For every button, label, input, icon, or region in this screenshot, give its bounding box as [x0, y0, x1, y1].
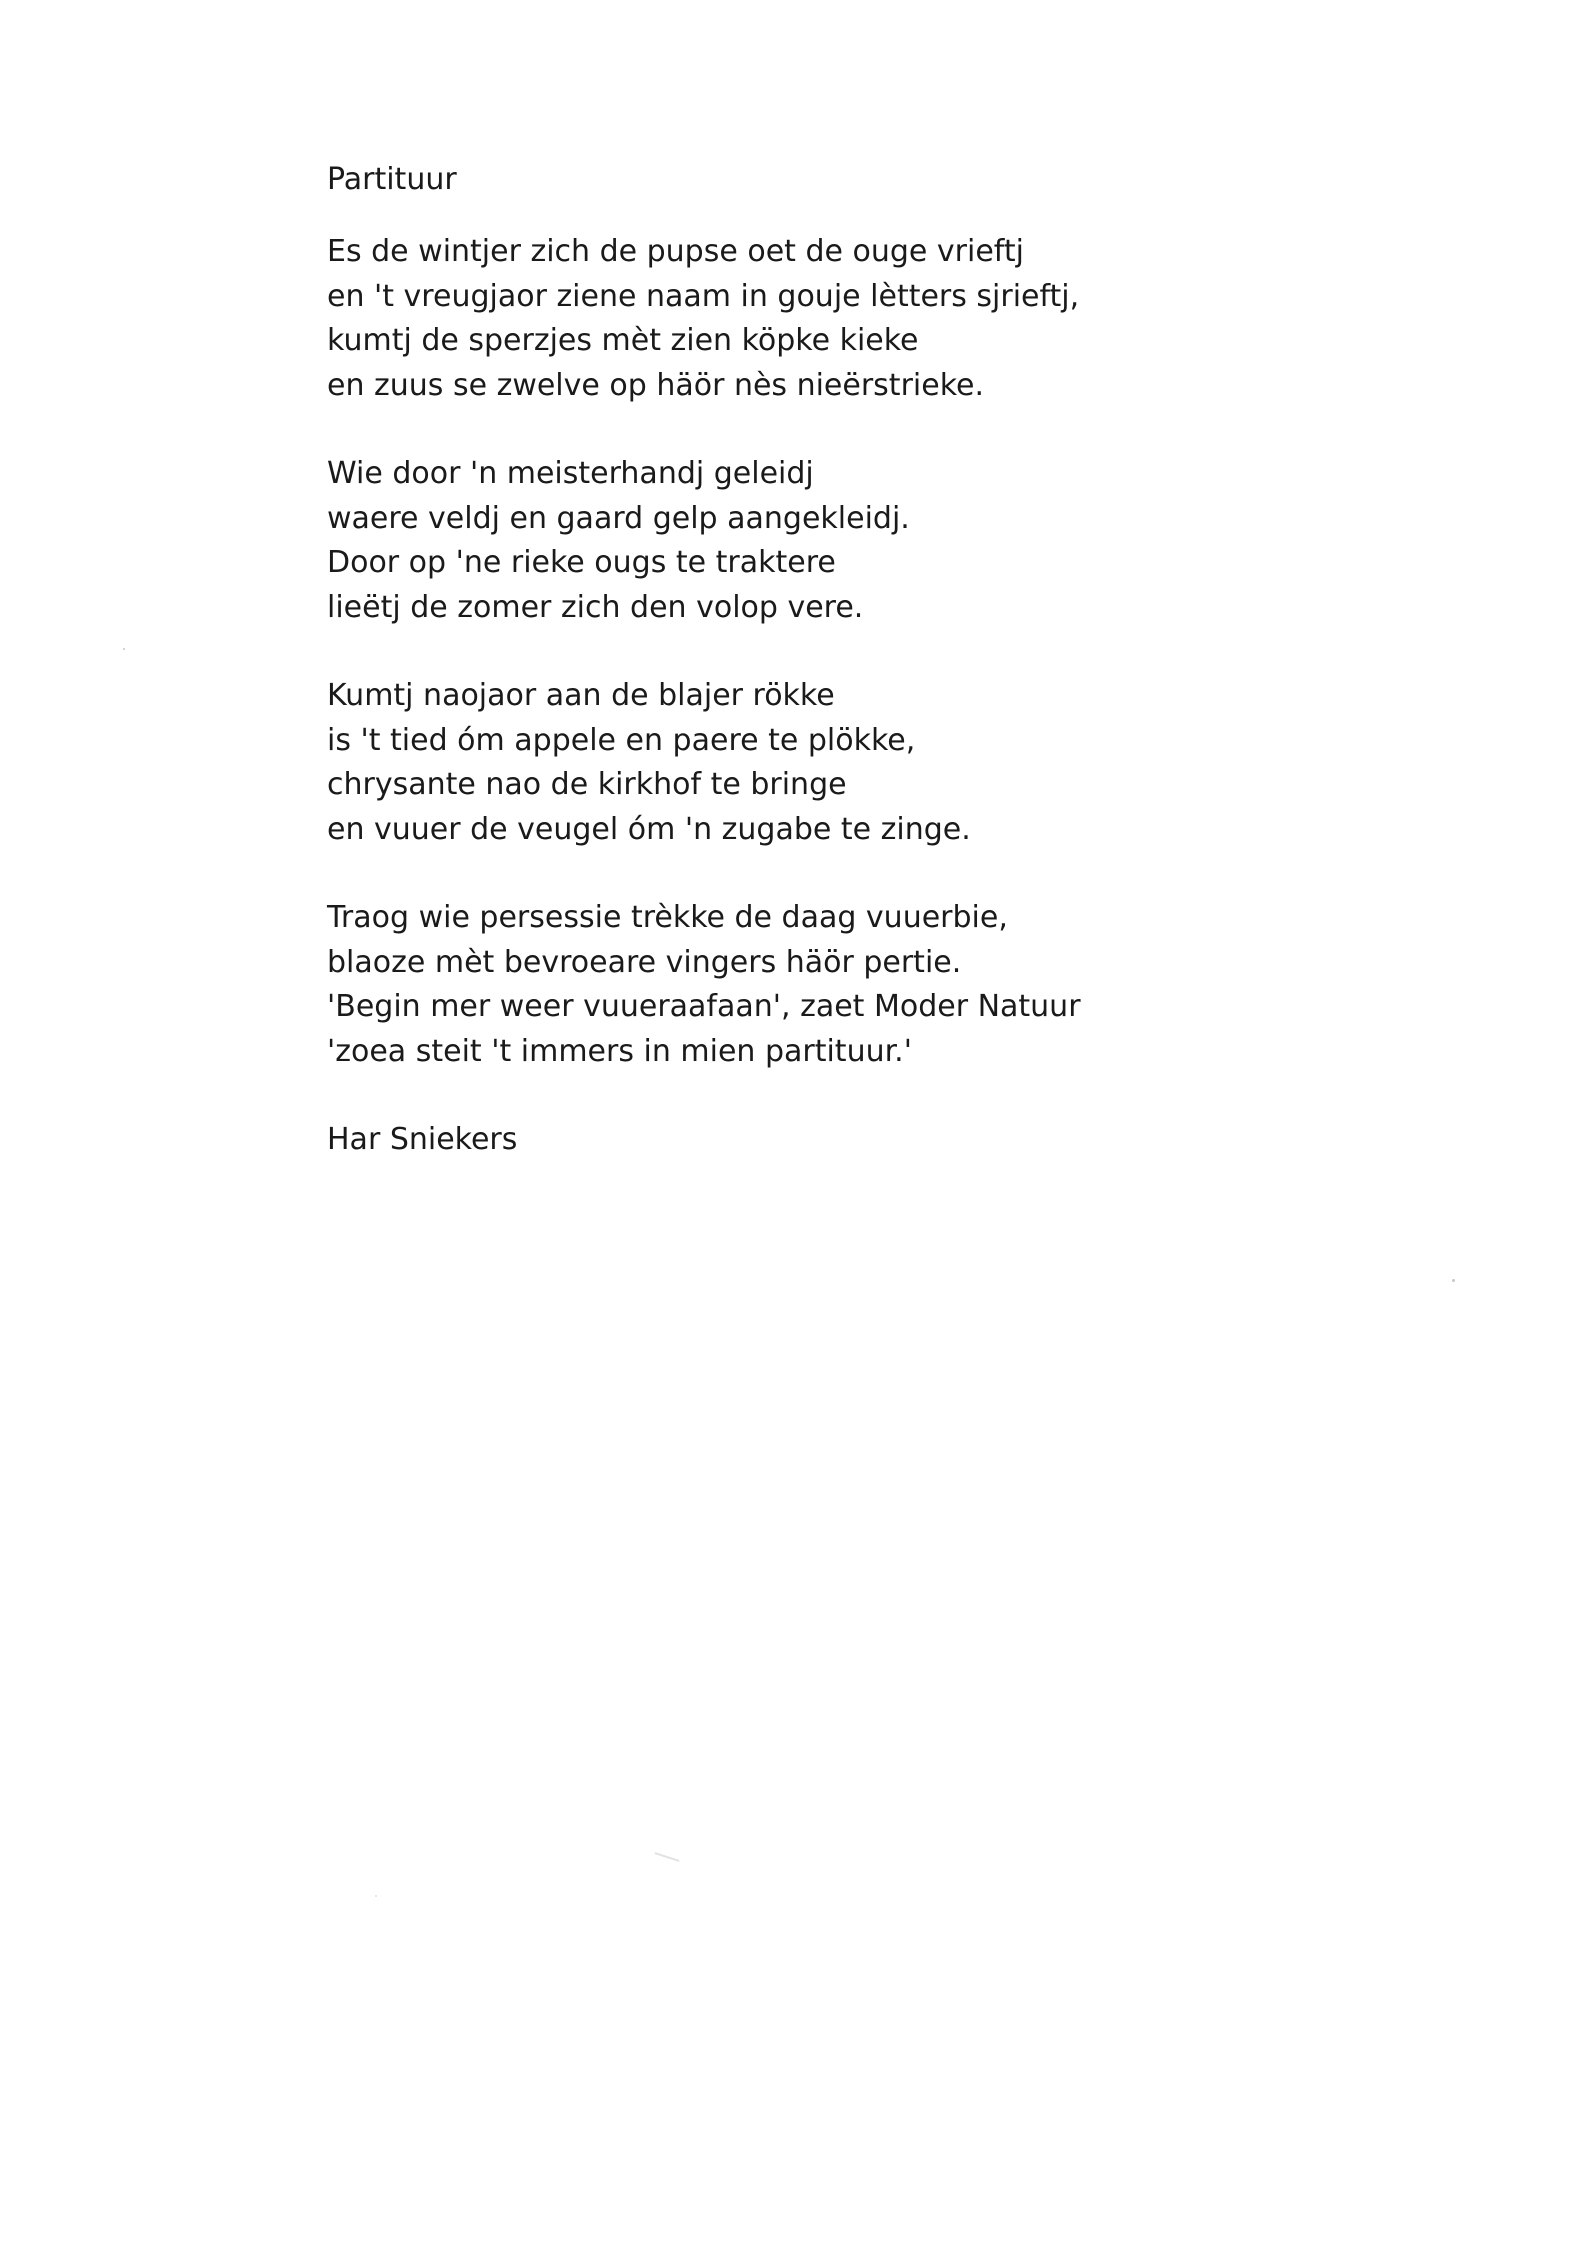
poem — [327, 158, 1327, 1162]
scan-speck — [123, 648, 125, 650]
poem-line: Door op 'ne rieke ougs te traktere — [327, 545, 836, 580]
poem-line: is 't tied óm appele en paere te plökke, — [327, 722, 916, 758]
poem-line: en zuus se zwelve op häör nès nieërstrieke. — [327, 367, 984, 403]
poem-line: Kumtj naojaor aan de blajer rökke — [327, 678, 835, 713]
poem-line: waere veldj en gaard gelp aangekleidj. — [327, 500, 910, 536]
poem-line: Traog wie persessie trèkke de daag vuuerbie, — [327, 900, 1008, 935]
scan-speck — [654, 1852, 679, 1862]
scan-speck — [375, 1895, 377, 1897]
stanza-4 — [327, 896, 1327, 1074]
poem-line: Wie door 'n meisterhandj geleidj — [327, 456, 814, 491]
poem-line: lieëtj de zomer zich den volop vere. — [327, 589, 864, 625]
stanza-2 — [327, 452, 1327, 630]
poem-line: chrysante nao de kirkhof te bringe — [327, 767, 847, 802]
stanza-1 — [327, 230, 1327, 408]
scan-speck — [1452, 1279, 1455, 1282]
poem-author: Har Sniekers — [327, 1122, 518, 1157]
stanza-3 — [327, 674, 1327, 852]
poem-line: kumtj de sperzjes mèt zien köpke kieke — [327, 323, 919, 358]
poem-line: 'zoea steit 't immers in mien partituur.' — [327, 1033, 912, 1069]
poem-line: en vuuer de veugel óm 'n zugabe te zinge. — [327, 811, 971, 847]
poem-line: blaoze mèt bevroeare vingers häör pertie. — [327, 944, 962, 980]
poem-line: 'Begin mer weer vuueraafaan', zaet Moder Natuur — [327, 989, 1081, 1024]
poem-title: Partituur — [327, 162, 457, 197]
poem-line: Es de wintjer zich de pupse oet de ouge vrieftj — [327, 234, 1024, 269]
poem-line: en 't vreugjaor ziene naam in gouje lètters sjrieftj, — [327, 278, 1080, 314]
